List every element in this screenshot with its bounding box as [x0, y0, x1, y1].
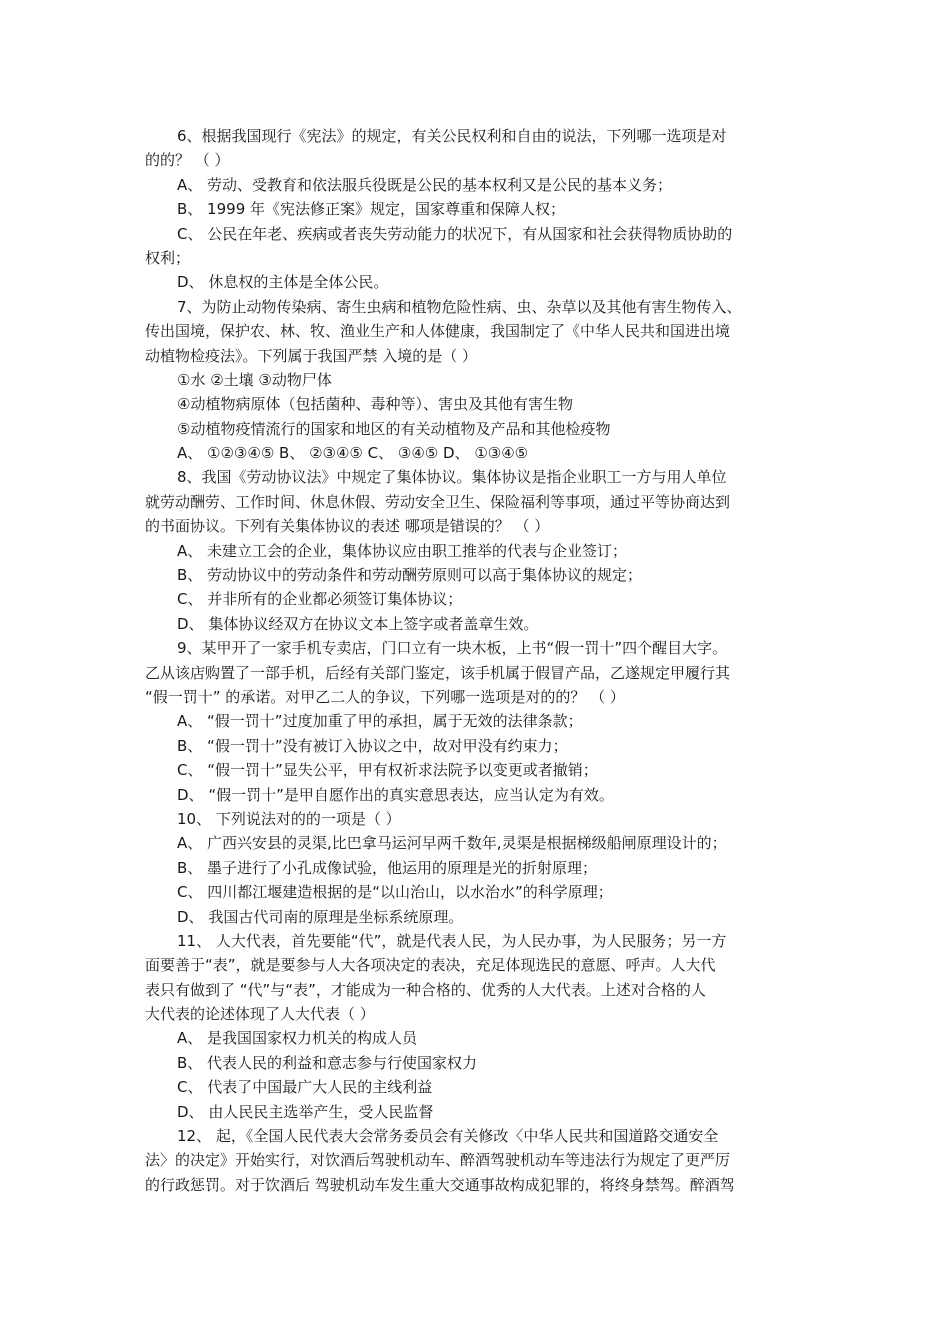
text-line: C、 公民在年老、疾病或者丧失劳动能力的状况下，有从国家和社会获得物质协助的: [177, 224, 733, 243]
text-line: D、 我国古代司南的原理是坐标系统原理。: [177, 907, 464, 926]
document-body: [145, 124, 805, 1197]
text-line: B、 “假一罚十”没有被订入协议之中，故对甲没有约束力；: [177, 736, 568, 755]
text-line: 的行政惩罚。对于饮酒后 驾驶机动车发生重大交通事故构成犯罪的，将终身禁驾。醉酒驾: [145, 1175, 735, 1194]
text-line: 大代表的论述体现了人大代表（ ）: [145, 1005, 375, 1024]
text-line: D、 休息权的主体是全体公民。: [177, 273, 389, 292]
text-line: D、 集体协议经双方在协议文本上签字或者盖章生效。: [177, 614, 539, 633]
text-line: 传出国境，保护农、林、牧、渔业生产和人体健康，我国制定了《中华人民共和国进出境: [145, 322, 731, 341]
text-line: A、 劳动、受教育和依法服兵役既是公民的基本权利又是公民的基本义务；: [177, 175, 673, 194]
text-line: 的的？ （ ）: [145, 151, 230, 170]
text-line: 6、根据我国现行《宪法》的规定，有关公民权利和自由的说法，下列哪一选项是对: [177, 127, 727, 145]
text-line: 的书面协议。下列有关集体协议的表述 哪项是错误的？ （ ）: [145, 517, 550, 536]
text-line: C、 代表了中国最广大人民的主线利益: [177, 1078, 433, 1097]
text-line: ⑤动植物疫情流行的国家和地区的有关动植物及产品和其他检疫物: [177, 419, 611, 438]
text-line: 乙从该店购置了一部手机，后经有关部门鉴定，该手机属于假冒产品，乙遂规定甲履行其: [145, 663, 731, 682]
text-line: A、 “假一罚十”过度加重了甲的承担，属于无效的法律条款；: [177, 712, 583, 731]
text-line: A、 未建立工会的企业，集体协议应由职工推举的代表与企业签订；: [177, 541, 628, 560]
text-line: B、 代表人民的利益和意志参与行使国家权力: [177, 1053, 478, 1072]
text-line: D、 “假一罚十”是甲自愿作出的真实意思表达，应当认定为有效。: [177, 785, 614, 804]
text-line: A、 ①②③④⑤ B、 ②③④⑤ C、 ③④⑤ D、 ①③④⑤: [177, 444, 529, 463]
text-line: “假一罚十” 的承诺。对甲乙二人的争议，下列哪一选项是对的的？ （ ）: [145, 687, 625, 706]
text-line: A、 是我国国家权力机关的构成人员: [177, 1029, 418, 1048]
text-line: B、 劳动协议中的劳动条件和劳动酬劳原则可以高于集体协议的规定；: [177, 566, 643, 585]
text-line: C、 并非所有的企业都必须签订集体协议；: [177, 590, 463, 609]
text-line: ④动植物病原体（包括菌种、毒种等）、害虫及其他有害生物: [177, 395, 573, 414]
text-line: B、 1999 年《宪法修正案》规定，国家尊重和保障人权；: [177, 200, 566, 219]
text-line: 权利；: [145, 248, 191, 267]
text-line: D、 由人民民主选举产生，受人民监督: [177, 1102, 434, 1121]
text-line: C、 “假一罚十”显失公平，甲有权祈求法院予以变更或者撤销；: [177, 761, 598, 780]
text-line: 11、 人大代表，首先要能“代”，就是代表人民，为人民办事，为人民服务；另一方: [177, 931, 727, 950]
text-line: 12、 起，《全国人民代表大会常务委员会有关修改〈中华人民共和国道路交通安全: [177, 1127, 719, 1146]
text-line: B、 墨子进行了小孔成像试验，他运用的原理是光的折射原理；: [177, 858, 598, 877]
text-line: 就劳动酬劳、工作时间、休息休假、劳动安全卫生、保险福利等事项，通过平等协商达到: [145, 492, 731, 511]
text-line: ①水 ②土壤 ③动物尸体: [177, 370, 332, 389]
text-line: 动植物检疫法》。下列属于我国严禁 入境的是（ ）: [145, 346, 478, 365]
text-line: C、 四川都江堰建造根据的是“以山治山，以水治水”的科学原理；: [177, 883, 613, 902]
text-line: 7、为防止动物传染病、寄生虫病和植物危险性病、虫、杂草以及其他有害生物传入、: [177, 297, 742, 316]
text-line: 9、某甲开了一家手机专卖店，门口立有一块木板，上书“假一罚十”四个醒目大字。: [177, 639, 728, 658]
text-line: 10、 下列说法对的的一项是（ ）: [177, 809, 401, 828]
text-line: 面要善于“表”，就是要参与人大各项决定的表决，充足体现选民的意愿、呼声。人大代: [145, 956, 716, 975]
text-line: A、 广西兴安县的灵渠,比巴拿马运河早两千数年,灵渠是根据梯级船闸原理设计的；: [177, 834, 727, 853]
text-line: 法〉的决定》开始实行，对饮酒后驾驶机动车、醉酒驾驶机动车等违法行为规定了更严厉: [145, 1151, 731, 1170]
text-line: 表只有做到了 “代”与“表”，才能成为一种合格的、优秀的人大代表。上述对合格的人: [145, 980, 706, 999]
text-line: 8、我国《劳动协议法》中规定了集体协议。集体协议是指企业职工一方与用人单位: [177, 468, 727, 487]
